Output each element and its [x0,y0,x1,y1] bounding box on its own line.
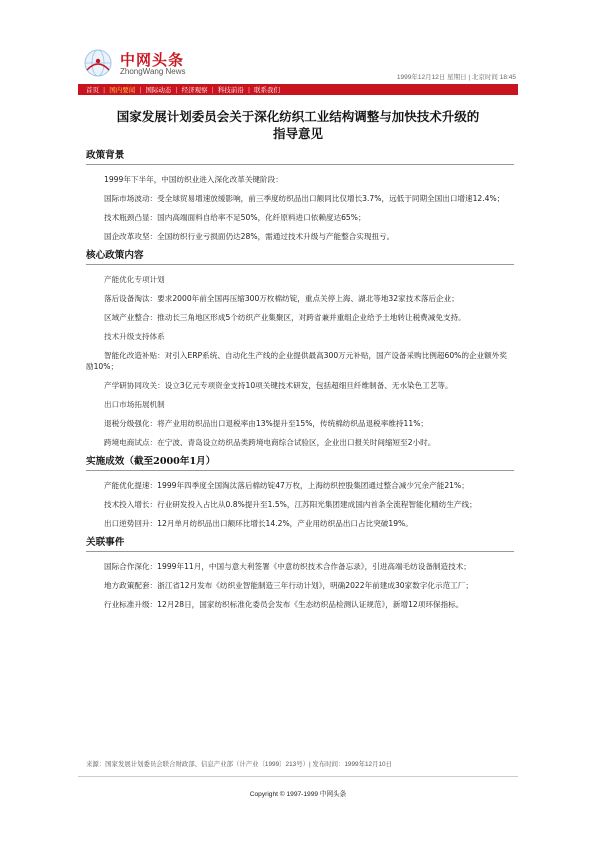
top-nav [78,84,518,95]
nav-separator: | [139,85,142,94]
nav-separator: | [211,85,214,94]
paragraph: 智能化改造补贴：对引入ERP系统、自动化生产线的企业提供最高300万元补贴，国产设备采购比例超60%的企业额外奖励10%； [86,351,507,371]
paragraph: 国际合作深化：1999年11月，中国与意大利签署《中意纺织技术合作备忘录》，引进高端毛纺设备制造技术； [104,562,471,571]
nav-item-international[interactable]: 国际动态 [145,86,172,94]
section-heading: 核心政策内容 [86,250,144,261]
dateline: 1999年12月12日 星期日 | 北京时间 18:45 [396,74,516,81]
nav-item-tech[interactable]: 科技前沿 [217,86,244,94]
paragraph: 国企改革攻坚：全国纺织行业亏损面仍达28%，需通过技术升级与产能整合实现扭亏。 [104,232,395,241]
paragraph: 1999年下半年，中国纺织业进入深化改革关键阶段： [104,175,283,184]
paragraph: 区域产业整合：推动长三角地区形成5个纺织产业集聚区，对跨省兼并重组企业给予土地转让税费减免支持。 [104,313,466,322]
nav-item-home[interactable]: 首页 [86,86,99,94]
subsection-heading: 出口市场拓展机制 [104,400,165,409]
paragraph: 技术投入增长：行业研发投入占比从0.8%提升至1.5%，江苏阳光集团建成国内首条全流程智能化精纺生产线； [104,500,477,509]
article-title-line: 指导意见 [272,126,323,141]
nav-item-domestic[interactable]: 国内要闻 [109,86,136,94]
section-divider [86,470,514,471]
brand-name[interactable]: 中网头条 [120,51,185,69]
paragraph: 行业标准升级：12月28日，国家纺织标准化委员会发布《生态纺织品检测认证规范》，新增12项环保指标。 [104,600,464,609]
nav-separator: | [103,85,106,94]
source-note: 来源：国家发展计划委员会联合财政部、信息产业部（计产业〔1999〕213号）| 发布时间：1999年12月10日 [86,761,392,768]
nav-separator: | [247,85,251,94]
nav-item-contact[interactable]: 联系我们 [254,86,281,94]
article-title [78,108,518,142]
paragraph: 技术瓶颈凸显：国内高端面料自给率不足50%，化纤原料进口依赖度达65%； [104,213,366,222]
paragraph: 国际市场波动：受全球贸易增速放缓影响，前三季度纺织品出口额同比仅增长3.7%，远低于同期全国出口增速12.4%； [104,194,505,203]
brand-subtitle: ZhongWang News [120,67,186,76]
section-heading: 实施成效（截至2000年1月） [86,456,216,467]
paragraph: 出口逆势回升：12月单月纺织品出口额环比增长14.2%，产业用纺织品出口占比突破19%。 [104,519,413,528]
nav-separator: | [175,85,178,94]
section-heading: 政策背景 [86,150,125,161]
subsection-heading: 产能优化专项计划 [104,275,165,284]
paragraph: 落后设备淘汰：要求2000年前全国再压缩300万枚棉纺锭，重点关停上海、湖北等地32家技术落后企业； [104,294,459,303]
section-divider [86,551,514,552]
copyright-footer: Copyright © 1997-1999 中网头条 [249,791,347,798]
article-body [86,150,514,618]
site-header [78,46,518,82]
footer-divider [78,776,518,777]
section-heading: 关联事件 [86,537,125,548]
paragraph: 产能优化提速：1999年四季度全国淘汰落后棉纺锭47万枚，上海纺织控股集团通过整合减少冗余产能21%； [104,481,469,490]
paragraph: 退税分级强化：将产业用纺织品出口退税率由13%提升至15%，传统棉纺织品退税率维持11%； [104,419,429,428]
paragraph: 地方政策配套：浙江省12月发布《纺织业智能制造三年行动计划》，明确2022年前建成30家数字化示范工厂； [104,581,473,590]
article-title-line: 国家发展计划委员会关于深化纺织工业结构调整与加快技术升级的 [116,109,480,124]
paragraph: 产学研协同攻关：设立3亿元专项资金支持10项关键技术研发，包括超细旦纤维制备、无水染色工艺等。 [104,381,453,390]
subsection-heading: 技术升级支持体系 [104,332,165,341]
nav-item-economy[interactable]: 经济观察 [181,86,208,94]
paragraph: 跨境电商试点：在宁波、青岛设立纺织品类跨境电商综合试验区，企业出口报关时间缩短至2小时。 [104,438,436,447]
section-divider [86,264,514,265]
section-divider [86,164,514,165]
logo-globe-icon [83,48,113,78]
